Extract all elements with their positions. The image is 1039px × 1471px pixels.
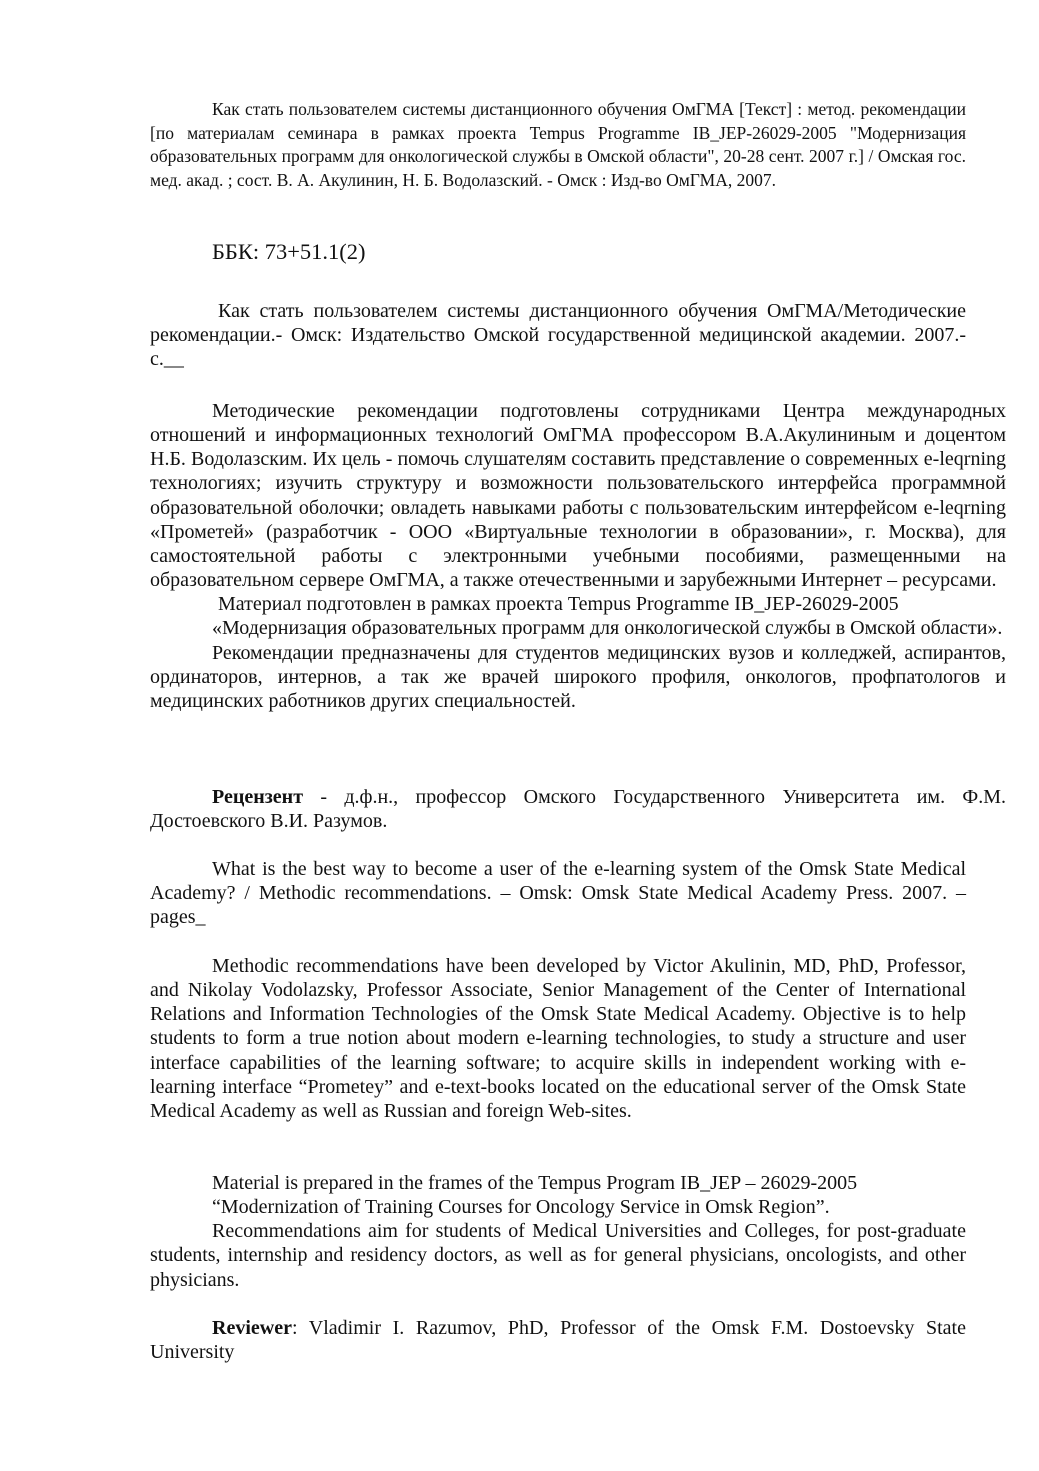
english-material-section bbox=[150, 1171, 966, 1292]
english-audience: Recommendations aim for students of Medical Universities and Colleges, for post-graduate students, internship and residency doctors, as well as for general physicians, oncologists, and other physicians. bbox=[150, 1220, 966, 1291]
english-reviewer bbox=[150, 1316, 966, 1364]
english-annotation: Methodic recommendations have been developed by Victor Akulinin, MD, PhD, Professor, and Nikolay Vodolazsky, Professor Associate, Senior Management of the Center of International Relations and Information Technologies of the Omsk State Medical Academy. Objective is to help students to form a true notion about modern e-learning technologies, to study a structure and user interface capabilities of the learning software; to acquire skills in independent working with e-learning interface “Prometey” and e-text-books located on the educational server of the Omsk State Medical Academy as well as Russian and foreign Web-sites. bbox=[150, 955, 966, 1122]
english-bibliography: What is the best way to become a user of the e-learning system of the Omsk State Medical Academy? / Methodic recommendations. – Omsk: Omsk State Medical Academy Press. 2007. – pages_ bbox=[150, 858, 966, 929]
catalog-note: Как стать пользователем системы дистанционного обучения ОмГМА [Текст] : метод. рекомендации [по материалам семинара в рамках проекта Tempus Programme IB_JEP-26029-2005 "Модернизация образовательных программ для онкологической службы в Омской области", 20-28 сент. 2007 г.] / Омская гос. мед. акад. ; сост. В. А. Акулинин, Н. Б. Водолазский. - Омск : Изд-во ОмГМА, 2007. bbox=[150, 99, 966, 190]
english-project-title: “Modernization of Training Courses for Oncology Service in Omsk Region”. bbox=[212, 1196, 830, 1219]
english-reviewer-text: : Vladimir I. Razumov, PhD, Professor of the Omsk F.M. Dostoevsky State University bbox=[150, 1317, 966, 1364]
russian-reviewer-label: Рецензент bbox=[212, 786, 304, 808]
english-reviewer-label: Reviewer bbox=[212, 1317, 292, 1339]
english-annotation-section bbox=[150, 954, 966, 1123]
english-material-note: Material is prepared in the frames of the Tempus Program IB_JEP – 26029-2005 bbox=[212, 1172, 858, 1194]
russian-material-note: Материал подготовлен в рамках проекта Tempus Programme IB_JEP-26029-2005 bbox=[218, 593, 899, 616]
russian-project-title: «Модернизация образовательных программ для онкологической службы в Омской области». bbox=[212, 617, 1003, 640]
russian-audience: Рекомендации предназначены для студентов медицинских вузов и колледжей, аспирантов, ординаторов, интернов, а так же врачей широкого профиля, онкологов, профпатологов и медицинских работников других специальностей. bbox=[150, 641, 1006, 712]
russian-reviewer-section bbox=[150, 785, 1006, 833]
bbk-classification: ББК: 73+51.1(2) bbox=[212, 239, 366, 264]
russian-annotation: Методические рекомендации подготовлены сотрудниками Центра международных отношений и информационных технологий ОмГМА профессором В.А.Акулининым и доцентом Н.Б. Водолазским. Их цель - помочь слушателям составить представление о современных e-leqrning технологиях; изучить структуру и возможности пользовательского интерфейса программной образовательной оболочки; овладеть навыками работы с пользовательским интерфейсом e-leqrning «Прометей» (разработчик - ООО «Виртуальные технологии в образовании», г. Москва), для самостоятельной работы с электронными учебными пособиями, размещенными на образовательном сервере ОмГМА, а также отечественными и зарубежными Интернет – ресурсами. bbox=[150, 400, 1006, 592]
russian-bibliography-section bbox=[150, 299, 966, 371]
russian-reviewer-text: - д.ф.н., профессор Омского Государственного Университета им. Ф.М. Достоевского В.И. Разумов. bbox=[150, 786, 1006, 833]
english-bibliography-section bbox=[150, 857, 966, 929]
russian-bibliography: Как стать пользователем системы дистанционного обучения ОмГМА/Методические рекомендации.- Омск: Издательство Омской государственной медицинской академии. 2007.- с.__ bbox=[150, 300, 966, 371]
russian-reviewer bbox=[150, 785, 1006, 833]
russian-annotation-section bbox=[150, 399, 1006, 713]
english-reviewer-section bbox=[150, 1316, 966, 1364]
